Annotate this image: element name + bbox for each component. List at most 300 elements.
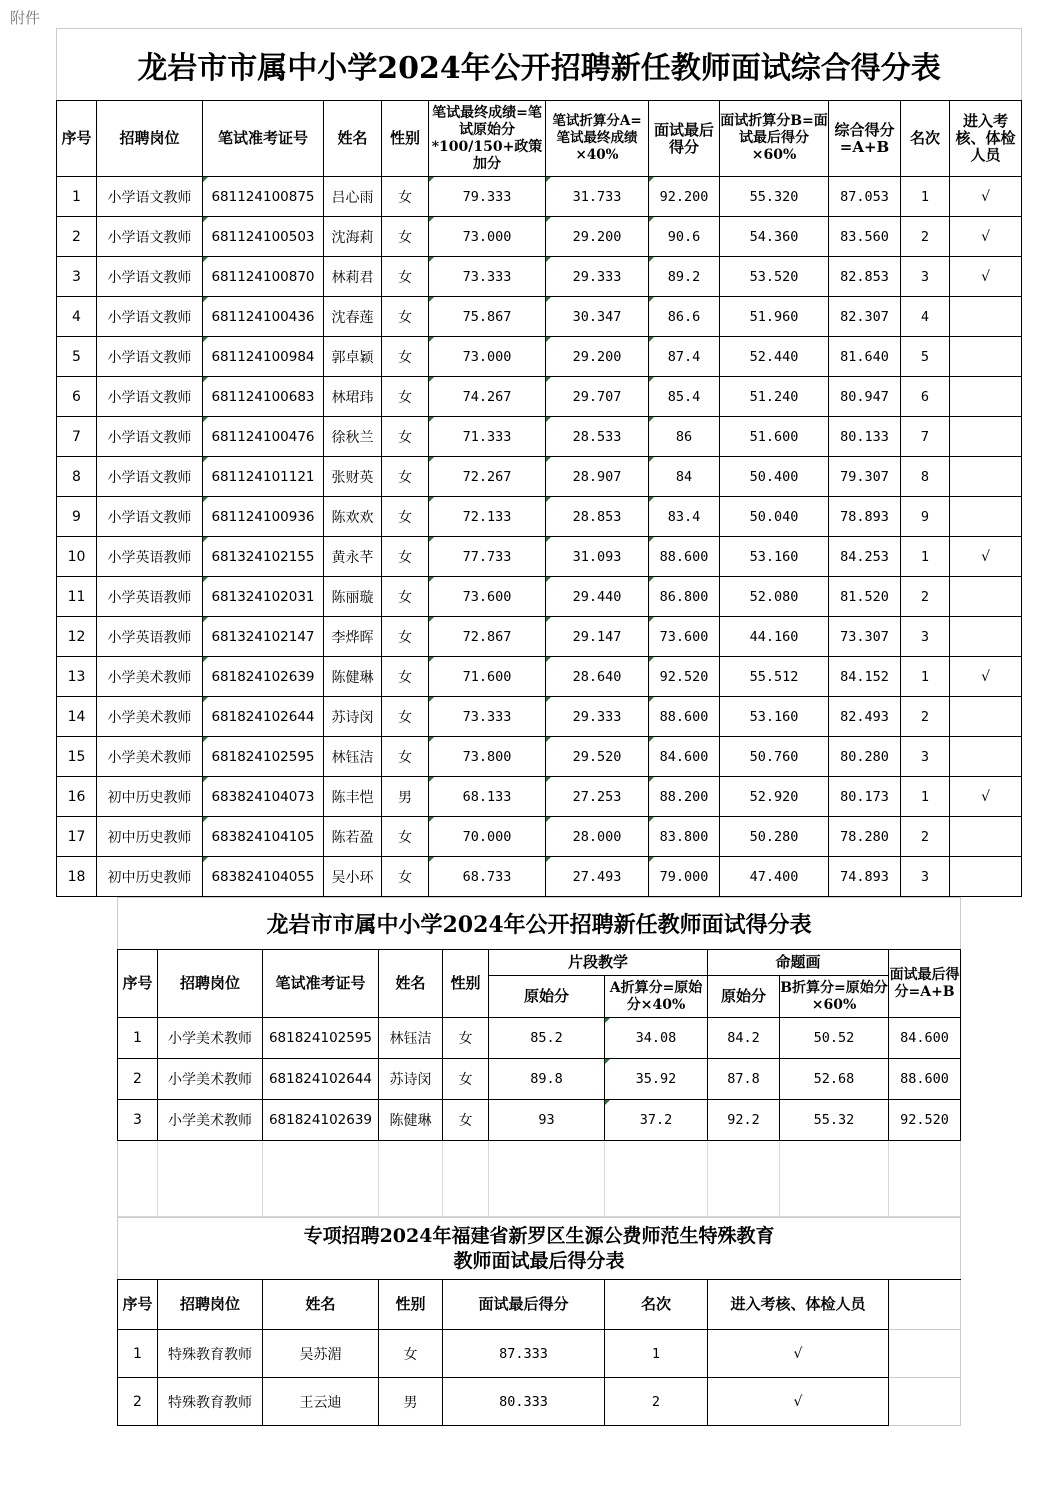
cell-interview-final: 83.800 [649,817,720,857]
cell-selected [950,617,1022,657]
cell-written-final: 70.000 [429,817,546,857]
cell-written-converted: 31.093 [546,537,649,577]
cell-index: 14 [57,697,97,737]
cell-interview-final: 88.200 [649,777,720,817]
cell-gender: 男 [379,1378,443,1426]
cell-index: 2 [118,1059,158,1100]
cell-written-final: 73.800 [429,737,546,777]
cell-gender: 女 [382,297,429,337]
cell-raw-a: 89.8 [489,1059,605,1100]
cell-interview-final: 83.4 [649,497,720,537]
cell-composite: 80.173 [829,777,901,817]
header-position: 招聘岗位 [158,950,263,1018]
cell-written-converted: 29.520 [546,737,649,777]
header-index: 序号 [57,101,97,177]
subheader-raw-a: 原始分 [489,976,605,1018]
table-row [118,1100,961,1141]
cell-rank: 7 [901,417,950,457]
header-name: 姓名 [324,101,382,177]
cell-position: 小学语文教师 [97,377,203,417]
cell-index: 1 [118,1018,158,1059]
cell-written-converted: 29.147 [546,617,649,657]
cell-written-converted: 29.200 [546,217,649,257]
header-theme-painting: 命题画 [708,950,889,976]
cell-exam-id: 683824104073 [203,777,324,817]
table-row [57,577,1022,617]
cell-selected: √ [950,777,1022,817]
cell-index: 6 [57,377,97,417]
cell-name: 沈春莲 [324,297,382,337]
cell-exam-id: 681824102644 [263,1059,379,1100]
cell-rank: 5 [901,337,950,377]
cell-rank: 3 [901,737,950,777]
cell-raw-b: 84.2 [708,1018,780,1059]
cell-name: 陈健琳 [324,657,382,697]
cell-gender: 女 [382,217,429,257]
cell-exam-id: 681124100503 [203,217,324,257]
cell-gender: 女 [443,1018,489,1059]
cell-index: 10 [57,537,97,577]
cell-gender: 女 [382,577,429,617]
cell-gender: 女 [382,697,429,737]
cell-written-final: 72.867 [429,617,546,657]
cell-interview-final: 84.600 [889,1018,961,1059]
cell-written-converted: 30.347 [546,297,649,337]
cell-interview-converted: 50.400 [720,457,829,497]
cell-converted-a: 34.08 [605,1018,708,1059]
cell-written-final: 74.267 [429,377,546,417]
table-row [57,497,1022,537]
cell-interview-converted: 50.040 [720,497,829,537]
cell-position: 小学语文教师 [97,417,203,457]
cell-written-converted: 29.200 [546,337,649,377]
header-index: 序号 [118,1280,158,1330]
table-row [57,777,1022,817]
cell-interview-final: 85.4 [649,377,720,417]
table1-header-row [57,101,1022,177]
cell-interview-converted: 51.600 [720,417,829,457]
cell-written-final: 72.267 [429,457,546,497]
cell-exam-id: 681824102639 [203,657,324,697]
cell-rank: 3 [901,617,950,657]
cell-position: 小学语文教师 [97,497,203,537]
empty-cell [889,1330,961,1378]
cell-written-converted: 28.000 [546,817,649,857]
cell-selected [950,697,1022,737]
cell-interview-final: 87.4 [649,337,720,377]
cell-name: 吕心雨 [324,177,382,217]
cell-position: 小学美术教师 [158,1059,263,1100]
cell-selected: √ [708,1378,889,1426]
cell-gender: 女 [382,377,429,417]
cell-interview-converted: 50.280 [720,817,829,857]
cell-position: 小学美术教师 [97,697,203,737]
table-row [57,857,1022,897]
cell-name: 王云迪 [263,1378,379,1426]
cell-selected: √ [708,1330,889,1378]
cell-exam-id: 681124100870 [203,257,324,297]
header-written-final: 笔试最终成绩=笔试原始分*100/150+政策加分 [429,101,546,177]
header-position: 招聘岗位 [158,1280,263,1330]
cell-gender: 女 [443,1100,489,1141]
cell-exam-id: 681824102595 [263,1018,379,1059]
cell-exam-id: 681324102031 [203,577,324,617]
cell-interview-converted: 53.520 [720,257,829,297]
cell-name: 苏诗闵 [324,697,382,737]
table-row [57,737,1022,777]
cell-name: 陈若盈 [324,817,382,857]
cell-exam-id: 683824104055 [203,857,324,897]
cell-exam-id: 681124100476 [203,417,324,457]
cell-interview-final: 86.800 [649,577,720,617]
cell-gender: 女 [382,257,429,297]
cell-written-final: 73.600 [429,577,546,617]
cell-raw-b: 87.8 [708,1059,780,1100]
cell-written-final: 73.333 [429,257,546,297]
cell-written-final: 77.733 [429,537,546,577]
cell-interview-final: 79.000 [649,857,720,897]
header-interview-final: 面试最后得分 [443,1280,605,1330]
interview-score-table [117,897,961,1217]
cell-exam-id: 681824102644 [203,697,324,737]
cell-position: 小学语文教师 [97,257,203,297]
table1-title: 龙岩市市属中小学2024年公开招聘新任教师面试综合得分表 [57,29,1022,101]
cell-rank: 2 [901,217,950,257]
cell-written-converted: 27.493 [546,857,649,897]
cell-selected [950,337,1022,377]
cell-interview-final: 84.600 [649,737,720,777]
table-row [118,1330,961,1378]
cell-rank: 1 [901,177,950,217]
cell-raw-a: 85.2 [489,1018,605,1059]
cell-interview-converted: 51.960 [720,297,829,337]
table3-title [118,1218,961,1280]
cell-selected: √ [950,257,1022,297]
cell-position: 小学语文教师 [97,457,203,497]
cell-gender: 女 [382,537,429,577]
cell-index: 1 [57,177,97,217]
cell-exam-id: 681324102147 [203,617,324,657]
cell-rank: 4 [901,297,950,337]
table-row [57,697,1022,737]
header-rank: 名次 [605,1280,708,1330]
cell-selected [950,457,1022,497]
cell-index: 13 [57,657,97,697]
cell-name: 陈丽璇 [324,577,382,617]
cell-index: 4 [57,297,97,337]
cell-composite: 84.253 [829,537,901,577]
cell-name: 陈丰恺 [324,777,382,817]
cell-interview-final: 90.6 [649,217,720,257]
cell-written-final: 73.333 [429,697,546,737]
cell-written-converted: 27.253 [546,777,649,817]
header-composite: 综合得分=A+B [829,101,901,177]
cell-name: 林莉君 [324,257,382,297]
cell-exam-id: 681124100875 [203,177,324,217]
cell-gender: 女 [379,1330,443,1378]
cell-composite: 80.947 [829,377,901,417]
cell-selected: √ [950,657,1022,697]
cell-name: 林钰洁 [379,1018,443,1059]
cell-position: 小学美术教师 [97,657,203,697]
table-row [57,297,1022,337]
cell-index: 5 [57,337,97,377]
cell-written-final: 72.133 [429,497,546,537]
cell-exam-id: 681324102155 [203,537,324,577]
cell-interview-converted: 47.400 [720,857,829,897]
cell-rank: 9 [901,497,950,537]
cell-index: 7 [57,417,97,457]
cell-exam-id: 681824102639 [263,1100,379,1141]
cell-raw-a: 93 [489,1100,605,1141]
cell-selected [950,417,1022,457]
table-row [118,1059,961,1100]
cell-composite: 82.307 [829,297,901,337]
subheader-raw-b: 原始分 [708,976,780,1018]
cell-rank: 3 [901,257,950,297]
cell-rank: 8 [901,457,950,497]
table-row [57,657,1022,697]
cell-position: 小学语文教师 [97,297,203,337]
header-name: 姓名 [379,950,443,1018]
cell-index: 2 [57,217,97,257]
cell-index: 9 [57,497,97,537]
cell-selected [950,297,1022,337]
cell-gender: 女 [443,1059,489,1100]
header-written-converted: 笔试折算分A=笔试最终成绩×40% [546,101,649,177]
cell-rank: 1 [901,537,950,577]
cell-position: 初中历史教师 [97,817,203,857]
cell-index: 1 [118,1330,158,1378]
cell-converted-b: 50.52 [780,1018,889,1059]
cell-position: 初中历史教师 [97,857,203,897]
cell-converted-b: 52.68 [780,1059,889,1100]
cell-written-final: 79.333 [429,177,546,217]
cell-gender: 女 [382,417,429,457]
cell-exam-id: 681124100984 [203,337,324,377]
cell-name: 徐秋兰 [324,417,382,457]
cell-gender: 女 [382,497,429,537]
cell-composite: 73.307 [829,617,901,657]
cell-interview-converted: 53.160 [720,697,829,737]
cell-gender: 男 [382,777,429,817]
cell-interview-final: 86 [649,417,720,457]
header-selected: 进入考核、体检人员 [950,101,1022,177]
cell-composite: 84.152 [829,657,901,697]
cell-position: 小学语文教师 [97,177,203,217]
table2-title: 龙岩市市属中小学2024年公开招聘新任教师面试得分表 [118,898,961,950]
cell-converted-a: 37.2 [605,1100,708,1141]
cell-gender: 女 [382,657,429,697]
subheader-converted-a: A折算分=原始分×40% [605,976,708,1018]
cell-index: 3 [118,1100,158,1141]
cell-written-final: 71.333 [429,417,546,457]
cell-index: 16 [57,777,97,817]
cell-written-converted: 28.533 [546,417,649,457]
cell-converted-b: 55.32 [780,1100,889,1141]
cell-exam-id: 683824104105 [203,817,324,857]
cell-index: 15 [57,737,97,777]
cell-name: 吴小环 [324,857,382,897]
cell-name: 苏诗闵 [379,1059,443,1100]
table-row [57,377,1022,417]
cell-name: 李烨晖 [324,617,382,657]
cell-interview-final: 84 [649,457,720,497]
subheader-converted-b: B折算分=原始分×60% [780,976,889,1018]
cell-position: 小学英语教师 [97,617,203,657]
cell-interview-final: 88.600 [889,1059,961,1100]
cell-interview-converted: 54.360 [720,217,829,257]
cell-written-final: 68.133 [429,777,546,817]
header-gender: 性别 [382,101,429,177]
header-gender: 性别 [443,950,489,1018]
cell-position: 特殊教育教师 [158,1378,263,1426]
cell-interview-converted: 51.240 [720,377,829,417]
cell-composite: 79.307 [829,457,901,497]
table3-title-line1: 专项招聘2024年福建省新罗区生源公费师范生特殊教育 [303,1224,775,1247]
table3-title-line2: 教师面试最后得分表 [453,1249,625,1272]
cell-position: 小学美术教师 [97,737,203,777]
empty-cell [889,1378,961,1426]
header-selected: 进入考核、体检人员 [708,1280,889,1330]
cell-name: 林珺玮 [324,377,382,417]
cell-index: 17 [57,817,97,857]
cell-gender: 女 [382,177,429,217]
cell-exam-id: 681124100436 [203,297,324,337]
table-row [57,337,1022,377]
cell-written-converted: 29.333 [546,257,649,297]
table-row [57,817,1022,857]
cell-interview-converted: 50.760 [720,737,829,777]
cell-written-converted: 28.640 [546,657,649,697]
cell-interview-converted: 52.080 [720,577,829,617]
cell-composite: 80.133 [829,417,901,457]
cell-name: 陈欢欢 [324,497,382,537]
cell-name: 陈健琳 [379,1100,443,1141]
cell-rank: 3 [901,857,950,897]
cell-selected [950,377,1022,417]
cell-exam-id: 681124100936 [203,497,324,537]
header-interview-final: 面试最后得分 [649,101,720,177]
cell-gender: 女 [382,337,429,377]
header-gender: 性别 [379,1280,443,1330]
interview-composite-score-table [56,28,1022,897]
cell-index: 18 [57,857,97,897]
cell-converted-a: 35.92 [605,1059,708,1100]
cell-index: 8 [57,457,97,497]
cell-selected [950,817,1022,857]
cell-selected [950,577,1022,617]
cell-position: 小学语文教师 [97,217,203,257]
table-row [57,457,1022,497]
cell-selected [950,737,1022,777]
cell-position: 小学语文教师 [97,337,203,377]
cell-rank: 2 [605,1378,708,1426]
cell-interview-final: 89.2 [649,257,720,297]
cell-interview-converted: 52.920 [720,777,829,817]
table-row [57,417,1022,457]
cell-written-final: 68.733 [429,857,546,897]
cell-rank: 2 [901,697,950,737]
header-interview-converted: 面试折算分B=面试最后得分×60% [720,101,829,177]
cell-index: 12 [57,617,97,657]
cell-interview-final: 88.600 [649,697,720,737]
table-row [57,537,1022,577]
cell-index: 2 [118,1378,158,1426]
cell-interview-final: 92.520 [649,657,720,697]
cell-gender: 女 [382,817,429,857]
cell-rank: 1 [901,657,950,697]
cell-interview-converted: 55.320 [720,177,829,217]
header-exam-id: 笔试准考证号 [263,950,379,1018]
cell-position: 特殊教育教师 [158,1330,263,1378]
cell-written-converted: 29.440 [546,577,649,617]
cell-composite: 74.893 [829,857,901,897]
cell-interview-final: 92.520 [889,1100,961,1141]
cell-name: 吴苏湄 [263,1330,379,1378]
cell-gender: 女 [382,457,429,497]
cell-position: 初中历史教师 [97,777,203,817]
cell-gender: 女 [382,857,429,897]
cell-written-final: 73.000 [429,217,546,257]
cell-rank: 1 [605,1330,708,1378]
table-row [118,1018,961,1059]
cell-gender: 女 [382,737,429,777]
cell-position: 小学英语教师 [97,577,203,617]
cell-position: 小学英语教师 [97,537,203,577]
cell-selected: √ [950,217,1022,257]
cell-name: 黄永芊 [324,537,382,577]
cell-interview-final: 73.600 [649,617,720,657]
cell-written-final: 71.600 [429,657,546,697]
header-exam-id: 笔试准考证号 [203,101,324,177]
cell-interview-converted: 55.512 [720,657,829,697]
table-row [57,217,1022,257]
cell-written-converted: 28.853 [546,497,649,537]
header-index: 序号 [118,950,158,1018]
cell-selected [950,497,1022,537]
cell-interview-final: 80.333 [443,1378,605,1426]
cell-name: 沈海莉 [324,217,382,257]
cell-rank: 2 [901,577,950,617]
cell-interview-final: 92.200 [649,177,720,217]
cell-exam-id: 681824102595 [203,737,324,777]
cell-exam-id: 681124101121 [203,457,324,497]
cell-written-converted: 28.907 [546,457,649,497]
cell-gender: 女 [382,617,429,657]
cell-index: 3 [57,257,97,297]
header-segment-teaching: 片段教学 [489,950,708,976]
cell-interview-converted: 52.440 [720,337,829,377]
cell-exam-id: 681124100683 [203,377,324,417]
cell-raw-b: 92.2 [708,1100,780,1141]
cell-written-final: 75.867 [429,297,546,337]
cell-position: 小学美术教师 [158,1018,263,1059]
cell-interview-final: 87.333 [443,1330,605,1378]
cell-interview-final: 88.600 [649,537,720,577]
cell-position: 小学美术教师 [158,1100,263,1141]
cell-rank: 6 [901,377,950,417]
table2-empty-row [118,1141,961,1217]
cell-composite: 82.493 [829,697,901,737]
cell-composite: 80.280 [829,737,901,777]
cell-written-converted: 29.333 [546,697,649,737]
table-row [57,177,1022,217]
cell-index: 11 [57,577,97,617]
cell-interview-converted: 44.160 [720,617,829,657]
table-row [57,257,1022,297]
table3-header-row [118,1280,961,1330]
